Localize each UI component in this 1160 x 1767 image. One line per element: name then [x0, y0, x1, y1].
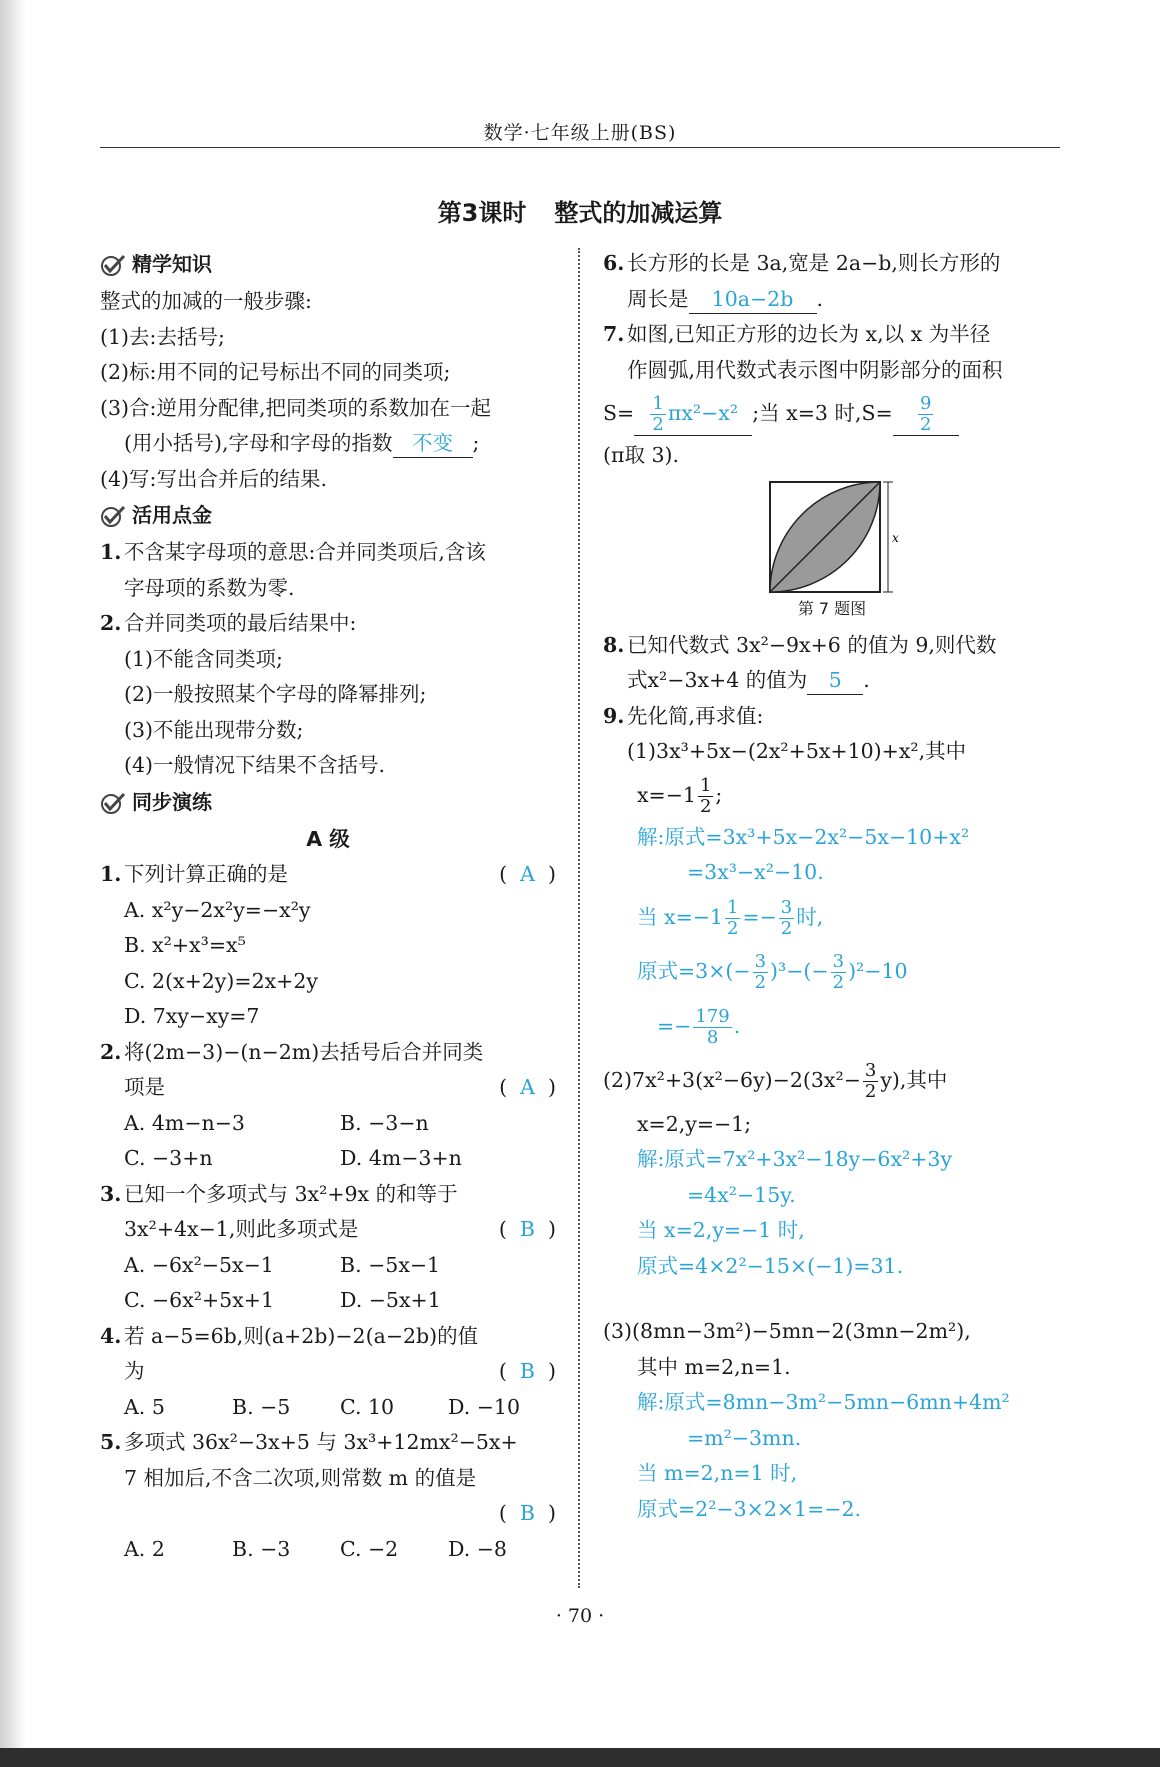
question-1: 1. 下列计算正确的是 ( A ) [100, 857, 556, 893]
tip-2: 2. 合并同类项的最后结果中: [100, 611, 357, 635]
q1-option-b: B. x²+x³=x⁵ [124, 933, 246, 957]
question-3: 3. 已知一个多项式与 3x²+9x 的和等于 [100, 1181, 458, 1206]
lesson-title [100, 193, 1060, 228]
check-icon [100, 504, 126, 528]
right-column: 6. 长方形的长是 3a,宽是 2a−b,则长方形的 周长是 10a−2b . 7. 如图,已知正方形的边长为 x,以 x 为半径 作圆弧,用代数式表示图中阴影部分的面积 S= $\frac{1}{2}$ πx²−x² ;当 x=3 时,S= $\frac{9}{2}$ (π取 3). x 第 7 题图 8. 已知代数式 3x²−9x+6 的值为 9,则代数 式x²−3x+4 的值为 5 . 9. 先化简,再求值: (1)3x³+5x−(2x²+5x+10)+x²,其中 x=−1 $\frac{1}{2}$ ; 解:原式=3x³+5x−2x²−5x−10+x² =3x³−x²−10. 当 x=−1 $\frac{1}{2}$ =− $\frac{3}{2}$ 时, 原式=3×(− $\frac{3}{2}$ )³−(− $\frac{3}{2}$ )²−10 =− $\frac{179}{8}$ . (2)7x²+3(x²−6y)−2(3x²− $\frac{3}{2}$ y),其中 x=2,y=−1; 解:原式=7x²+3x²−18y−6x²+3y =4x²−15y. 当 x=2,y=−1 时, 原式=4×2²−15×(−1)=31. (3)(8mn−3m²)−5mn−2(3mn−2m²), 其中 m=2,n=1. 解:原式=8mn−3m²−5mn−6mn+4m² =m²−3mn. 当 m=2,n=1 时, 原式=2²−3×2×1=−2. [603, 246, 1061, 1527]
q1-option-a: A. x²y−2x²y=−x²y [124, 897, 311, 922]
column-divider [578, 248, 580, 1588]
q5-options: A. 2 B. −3 C. −2 D. −8 [124, 1536, 507, 1561]
q2-options: A. 4m−n−3 B. −3−n [124, 1110, 429, 1135]
figure-caption: 第 7 题图 [797, 598, 867, 618]
answer-blank: $\frac{9}{2}$ [893, 392, 959, 436]
q4-options: A. 5 B. −5 C. 10 D. −10 [124, 1394, 521, 1419]
tip-1: 1. 不含某字母项的意思:合并同类项后,含该 [100, 540, 486, 564]
section-knowledge: 精学知识 [100, 246, 556, 284]
knowledge-step3-cont: (用小括号),字母和字母的指数 不变 ; [100, 426, 556, 462]
answer-blank: 不变 [393, 429, 473, 458]
answer-blank: 5 [807, 666, 863, 695]
knowledge-step2: (2)标:用不同的记号标出不同的同类项; [100, 360, 451, 384]
section-tips: 活用点金 [100, 497, 556, 535]
check-icon [100, 791, 126, 815]
lesson-number: 第3课时 [437, 199, 527, 227]
q7-figure [603, 478, 1061, 622]
q9-part3: (3)(8mn−3m²)−5mn−2(3mn−2m²), [603, 1319, 971, 1343]
knowledge-step1: (1)去:去括号; [100, 324, 225, 349]
answer-blank: 10a−2b [689, 285, 817, 314]
question-6: 6. 长方形的长是 3a,宽是 2a−b,则长方形的 [603, 251, 1001, 275]
knowledge-step3: (3)合:逆用分配律,把同类项的系数加在一起 [100, 395, 491, 420]
level-heading: A 级 [306, 826, 350, 851]
question-9: 9. 先化简,再求值: [603, 703, 764, 728]
question-8: 8. 已知代数式 3x²−9x+6 的值为 9,则代数 [603, 632, 997, 657]
answer-paren: ( B ) [498, 1359, 556, 1383]
q9-part2: (2)7x²+3(x²−6y)−2(3x²− $\frac{3}{2}$ y),其中 [603, 1059, 948, 1102]
q7-answer-line: S= $\frac{1}{2}$ πx²−x² ;当 x=3 时,S= $\frac{9}{2}$ [603, 388, 1061, 438]
answer-paren: ( A ) [499, 862, 556, 886]
header-rule [100, 147, 1060, 148]
q3-options: A. −6x²−5x−1 B. −5x−1 [124, 1252, 441, 1277]
bottom-bar [0, 1748, 1160, 1767]
section-practice: 同步演练 [100, 784, 556, 822]
q1-option-c: C. 2(x+2y)=2x+2y [124, 968, 318, 993]
check-icon [100, 253, 126, 277]
question-2: 2. 将(2m−3)−(n−2m)去括号后合并同类 [100, 1039, 484, 1064]
page-edge-shadow [0, 0, 26, 1767]
page-number: · 70 · [555, 1605, 605, 1627]
q9-part1: (1)3x³+5x−(2x²+5x+10)+x²,其中 [627, 739, 967, 763]
square-arc-figure [762, 478, 902, 596]
answer-paren: ( A ) [499, 1075, 556, 1099]
knowledge-step4: (4)写:写出合并后的结果. [100, 466, 327, 491]
q1-option-d: D. 7xy−xy=7 [124, 1004, 260, 1028]
knowledge-intro: 整式的加减的一般步骤: [100, 289, 312, 313]
question-5: 5. 多项式 36x²−3x+5 与 3x³+12mx²−5x+ [100, 1430, 518, 1454]
figure-side-label: x [892, 530, 899, 545]
lesson-name: 整式的加减运算 [554, 199, 723, 227]
question-4: 4. 若 a−5=6b,则(a+2b)−2(a−2b)的值 [100, 1323, 479, 1348]
left-column: 精学知识 整式的加减的一般步骤: (1)去:去括号; (2)标:用不同的记号标出不同的同类项; (3)合:逆用分配律,把同类项的系数加在一起 (用小括号),字母和字母的指数 不变 ; (4)写:写出合并后的结果. 活用点金 1. 不含某字母项的意思:合并同类项后,含该 字母项的系数为零. 2. 合并同类项的最后结果中: (1)不能含同类项; (2)一般按照某个字母的降幂排列; (3)不能出现带分数; (4)一般情况下结果不含括号. 同步演练 A 级 1. 下列计算正确的是 ( A ) A. x²y−2x²y=−x²y B. x²+x³=x⁵ C. 2(x+2y)=2x+2y D. 7xy−xy=7 2. 将(2m−3)−(n−2m)去括号后合并同类 项是 ( A ) A. 4m−n−3 B. −3−n C. −3+n D. 4m−3+n 3. 已知一个多项式与 3x²+9x 的和等于 3x²+4x−1,则此多项式是 ( B ) A. −6x²−5x−1 B. −5x−1 C. −6x²+5x+1 D. −5x+1 4. 若 a−5=6b,则(a+2b)−2(a−2b)的值 为 ( B ) A. 5 B. −5 C. 10 D. −10 5. 多项式 36x²−3x+5 与 3x³+12mx²−5x+ 7 相加后,不含二次项,则常数 m 的值是 ( B ) A. 2 B. −3 C. −2 D. −8 [100, 246, 556, 1567]
running-header: 数学·七年级上册(BS) [483, 122, 677, 144]
answer-blank: $\frac{1}{2}$ πx²−x² [634, 392, 752, 436]
answer-paren: ( B ) [498, 1217, 556, 1241]
q9-solution1-line1: 解:原式=3x³+5x−2x²−5x−10+x² [637, 824, 970, 849]
question-7: 7. 如图,已知正方形的边长为 x,以 x 为半径 [603, 322, 991, 346]
answer-paren: ( B ) [498, 1501, 556, 1525]
